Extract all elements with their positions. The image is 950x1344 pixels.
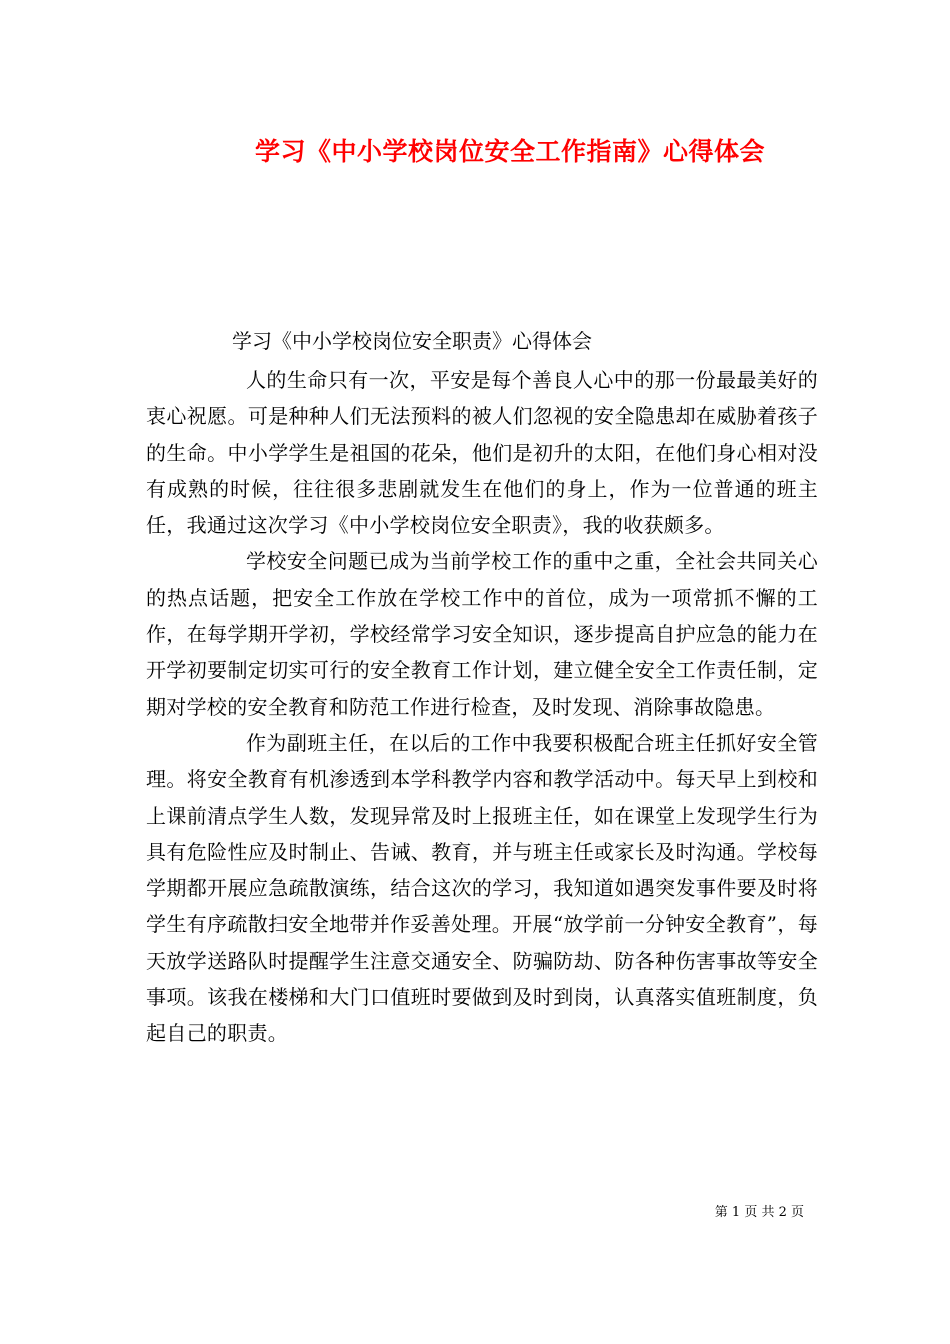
document-body bbox=[146, 362, 818, 1052]
paragraph-2: 学校安全问题已成为当前学校工作的重中之重，全社会共同关心的热点话题，把安全工作放在学校工作中的首位，成为一项常抓不懈的工作，在每学期开学初，学校经常学习安全知识，逐步提高自护应急的能力在开学初要制定切实可行的安全教育工作计划，建立健全安全工作责任制，定期对学校的安全教育和防范工作进行检查，及时发现、消除事故隐患。 bbox=[146, 549, 818, 719]
paragraph-1: 人的生命只有一次，平安是每个善良人心中的那一份最最美好的衷心祝愿。可是种种人们无法预料的被人们忽视的安全隐患却在威胁着孩子的生命。中小学学生是祖国的花朵，他们是初升的太阳，在他们身心相对没有成熟的时候，往往很多悲剧就发生在他们的身上，作为一位普通的班主任，我通过这次学习《中小学校岗位安全职责》，我的收获颇多。 bbox=[146, 368, 818, 538]
page-number-footer: 第 1 页 共 2 页 bbox=[714, 1205, 804, 1220]
page-title: 学习《中小学校岗位安全工作指南》心得体会 bbox=[254, 137, 765, 166]
document-subtitle: 学习《中小学校岗位安全职责》心得体会 bbox=[232, 329, 592, 353]
paragraph-3: 作为副班主任，在以后的工作中我要积极配合班主任抓好安全管理。将安全教育有机渗透到本学科教学内容和教学活动中。每天早上到校和上课前清点学生人数，发现异常及时上报班主任，如在课堂上发现学生行为具有危险性应及时制止、告诫、教育，并与班主任或家长及时沟通。学校每学期都开展应急疏散演练，结合这次的学习，我知道如遇突发事件要及时将学生有序疏散扫安全地带并作妥善处理。开展“放学前一分钟安全教育”，每天放学送路队时提醒学生注意交通安全、防骗防劫、防各种伤害事故等安全事项。该我在楼梯和大门口值班时要做到及时到岗，认真落实值班制度，负起自己的职责。 bbox=[146, 730, 818, 1046]
